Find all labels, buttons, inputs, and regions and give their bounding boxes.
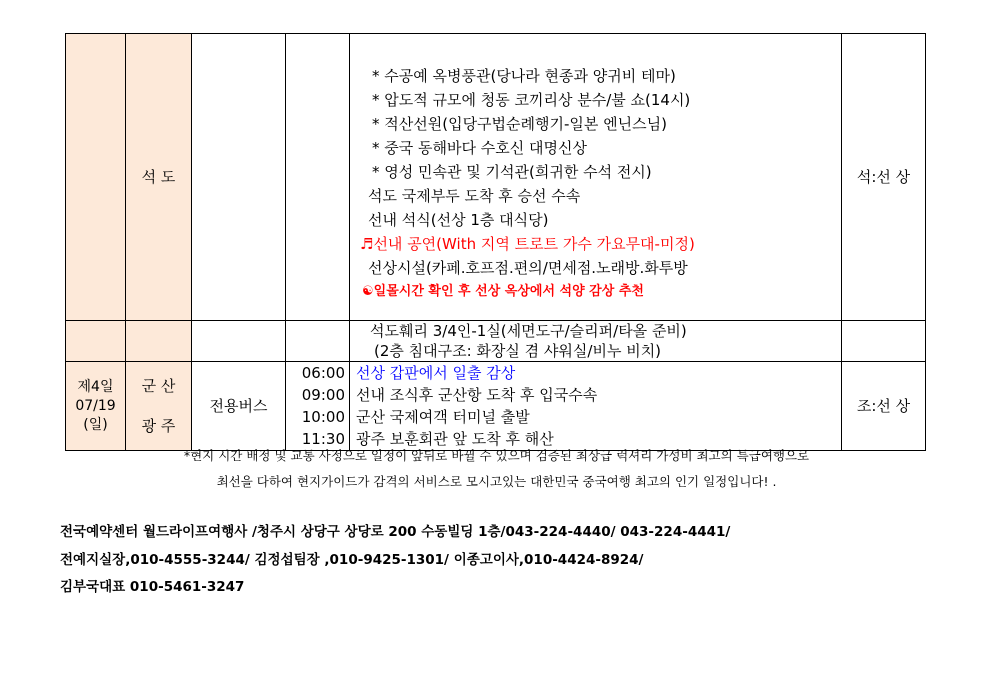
schedule-item: 선상 갑판에서 일출 감상 (356, 364, 516, 382)
row-cabin (66, 321, 926, 362)
meal-dinner: 석:선 상 (856, 168, 911, 186)
place-seokdo: 석 도 (141, 168, 176, 186)
time-item: 09:00 (301, 386, 345, 404)
schedule-cell (350, 362, 842, 451)
time-item: 06:00 (301, 364, 345, 382)
times-cell (286, 362, 350, 451)
itinerary-table (65, 33, 926, 451)
activities-cell (350, 34, 842, 321)
transport-cell-empty (192, 321, 286, 362)
day-cell-empty (66, 34, 126, 321)
meal-breakfast: 조:선 상 (856, 397, 911, 415)
activity-line: 선내 석식(선상 1층 대식당) (368, 211, 549, 229)
schedule-item: 광주 보훈회관 앞 도착 후 해산 (356, 430, 554, 448)
day-label: 제4일 (77, 378, 114, 395)
row-day4 (66, 362, 926, 451)
cabin-line: 석도훼리 3/4인-1실(세면도구/슬리퍼/타올 준비) (370, 322, 687, 340)
sunset-line: ☯일몰시간 확인 후 선상 옥상에서 석양 감상 추천 (362, 284, 644, 299)
meal-cell-dinner (842, 34, 926, 321)
bullet-item: * 수공예 옥병풍관(당나라 현종과 양귀비 테마) (372, 67, 676, 85)
onboard-show-line: ♬선내 공연(With 지역 트로트 가수 가요무대-미정) (360, 235, 695, 253)
transport-cell (192, 362, 286, 451)
cabin-line: (2층 침대구조: 화장실 겸 샤워실/비누 비치) (374, 342, 662, 360)
bullet-item: * 적산선원(입당구법순례행기-일본 엔닌스님) (372, 115, 667, 133)
place-gwangju: 광 주 (141, 417, 176, 435)
schedule-item: 선내 조식후 군산항 도착 후 입국수속 (356, 386, 598, 404)
activity-line: 석도 국제부두 도착 후 승선 수속 (368, 187, 581, 205)
day-cell-empty (66, 321, 126, 362)
day-cell-day4 (66, 362, 126, 451)
row-seokdo (66, 34, 926, 321)
contact-line: 전예지실장,010-4555-3244/ 김정섭팀장 ,010-9425-1301/ 이종고이사,010-4424-8924/ (60, 552, 644, 568)
time-item: 11:30 (301, 430, 345, 448)
bullet-item: * 영성 민속관 및 기석관(희귀한 수석 전시) (372, 163, 652, 181)
schedule-item: 군산 국제여객 터미널 출발 (356, 408, 530, 426)
place-cell-seokdo (126, 34, 192, 321)
bullet-item: * 압도적 규모에 청동 코끼리상 분수/불 쇼(14시) (372, 91, 691, 109)
facility-line: 선상시설(카페.호프점.편의/면세점.노래방.화투방 (368, 259, 688, 277)
meal-cell-empty (842, 321, 926, 362)
bullet-item: * 중국 동해바다 수호신 대명신상 (372, 139, 587, 157)
contact-line: 전국예약센터 월드라이프여행사 /청주시 상당구 상당로 200 수동빌딩 1층/043-224-4440/ 043-224-4441/ (60, 524, 731, 540)
transport-cell-empty (192, 34, 286, 321)
meal-cell-breakfast (842, 362, 926, 451)
day-date: 07/19 (75, 397, 116, 414)
place-cell-day4 (126, 362, 192, 451)
day-weekday: (일) (83, 416, 108, 433)
place-cell-empty (126, 321, 192, 362)
footnote-line: 최선을 다하여 현지가이드가 감격의 서비스로 모시고있는 대한민국 중국여행 최고의 인기 일정입니다! . (216, 474, 777, 489)
time-item: 10:00 (301, 408, 345, 426)
place-gunsan: 군 산 (141, 377, 176, 395)
transport-bus: 전용버스 (209, 397, 268, 415)
footnote-line: *현지 시간 배정 및 교통 사정으로 일정이 앞뒤로 바뀔 수 있으며 검증된 최상급 럭셔리 가성비 최고의 특급여행으로 (183, 448, 810, 463)
time-cell-empty (286, 321, 350, 362)
time-cell-empty (286, 34, 350, 321)
cabin-cell (350, 321, 842, 362)
contact-line: 김부국대표 010-5461-3247 (60, 579, 245, 595)
